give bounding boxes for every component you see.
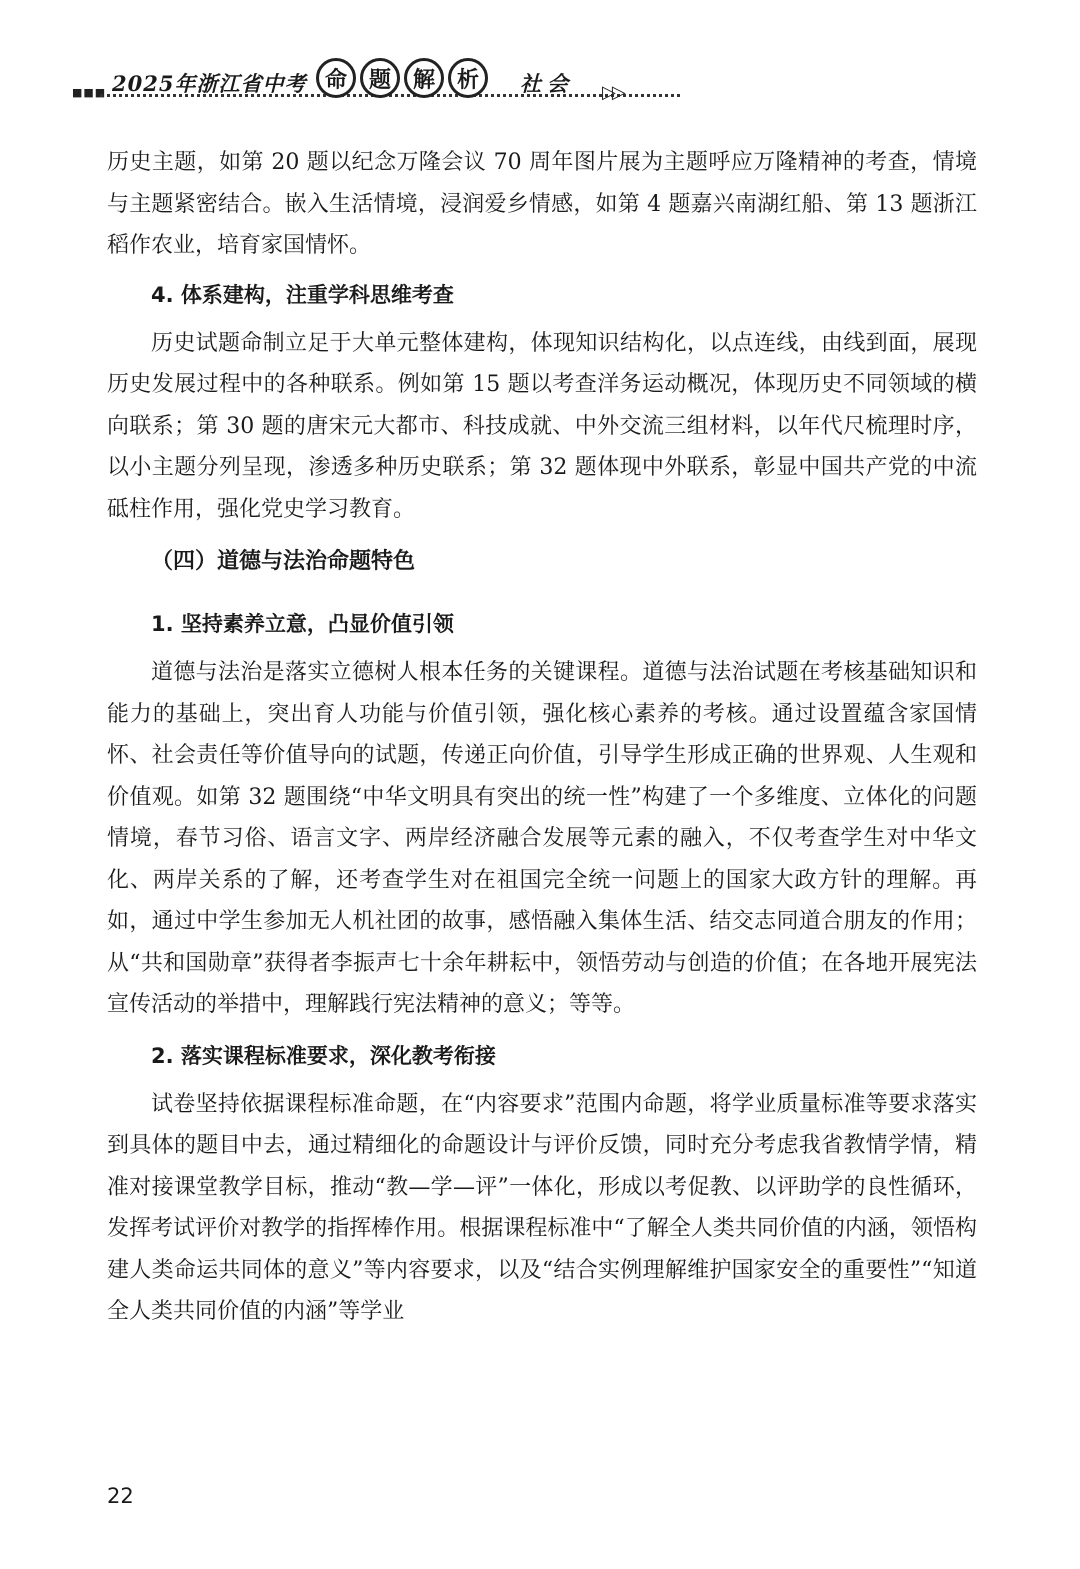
header-circle-2: 题 bbox=[360, 58, 400, 98]
header-square-marks: ■■■ bbox=[72, 86, 107, 99]
header-circle-badges bbox=[316, 58, 488, 98]
header-circle-4: 析 bbox=[448, 58, 488, 98]
subheading: 4. 体系建构，注重学科思维考查 bbox=[151, 282, 454, 307]
subheading: 1. 坚持素养立意，凸显价值引领 bbox=[151, 612, 454, 636]
running-header bbox=[72, 58, 652, 108]
paragraph: 历史试题命制立足于大单元整体建构，体现知识结构化，以点连线，由线到面，展现历史发展过程中的各种联系。例如第 15 题以考查洋务运动概况，体现历史不同领域的横向联系；第 30 题的唐宋元大都市、科技成就、中外交流三组材料，以年代尺梳理时序，以小主题分列呈现，渗透多种历史联系；第 32 题体现中外联系，彰显中国共产党的中流砥柱作用，强化党史学习教育。 bbox=[107, 330, 977, 522]
subheading: 2. 落实课程标准要求，深化教考衔接 bbox=[151, 1043, 496, 1068]
header-book-title: 2025年浙江省中考 bbox=[112, 71, 307, 96]
header-circle-3: 解 bbox=[404, 58, 444, 98]
paragraph: 试卷坚持依据课程标准命题，在“内容要求”范围内命题，将学业质量标准等要求落实到具体的题目中去，通过精细化的命题设计与评价反馈，同时充分考虑我省教情学情，精准对接课堂教学目标，推动“教—学—评”一体化，形成以考促教、以评助学的良性循环，发挥考试评价对教学的指挥棒作用。根据课程标准中“了解全人类共同价值的内涵，领悟构建人类命运共同体的意义”等内容要求，以及“结合实例理解维护国家安全的重要性”“知道全人类共同价值的内涵”等学业 bbox=[107, 1091, 977, 1324]
section-heading: （四）道德与法治命题特色 bbox=[151, 549, 416, 574]
header-arrow-icon: ▷▷ bbox=[602, 82, 622, 103]
header-subject: 社会 bbox=[520, 71, 574, 96]
paragraph: 历史主题，如第 20 题以纪念万隆会议 70 周年图片展为主题呼应万隆精神的考查，情境与主题紧密结合。嵌入生活情境，浸润爱乡情感，如第 4 题嘉兴南湖红船、第 13 题浙江稻作农业，培育家国情怀。 bbox=[107, 150, 977, 258]
paragraph: 道德与法治是落实立德树人根本任务的关键课程。道德与法治试题在考核基础知识和能力的基础上，突出育人功能与价值引领，强化核心素养的考核。通过设置蕴含家国情怀、社会责任等价值导向的试题，传递正向价值，引导学生形成正确的世界观、人生观和价值观。如第 32 题围绕“中华文明具有突出的统一性”构建了一个多维度、立体化的问题情境，春节习俗、语言文字、两岸经济融合发展等元素的融入，不仅考查学生对中华文化、两岸关系的了解，还考查学生对在祖国完全统一问题上的国家大政方针的理解。再如，通过中学生参加无人机社团的故事，感悟融入集体生活、结交志同道合朋友的作用；从“共和国勋章”获得者李振声七十余年耕耘中，领悟劳动与创造的价值；在各地开展宪法宣传活动的举措中，理解践行宪法精神的意义；等等。 bbox=[107, 660, 977, 1017]
header-circle-1: 命 bbox=[316, 58, 356, 98]
page-body bbox=[107, 142, 977, 1333]
page-number: 22 bbox=[107, 1484, 134, 1508]
